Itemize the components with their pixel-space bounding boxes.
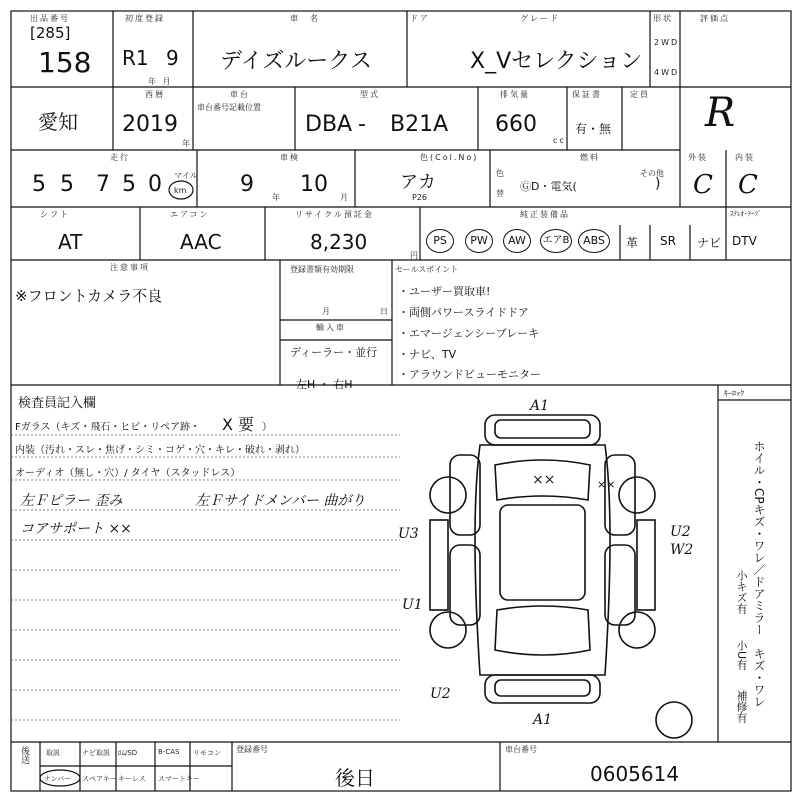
label-capacity: 定員 xyxy=(630,90,650,99)
side-text-3: 小U有 xyxy=(735,640,748,671)
model-dash: - xyxy=(358,112,366,137)
label-mileage: 走行 xyxy=(110,153,130,162)
label-car-name: 車 名 xyxy=(290,14,320,23)
shape-2wd: 2WD xyxy=(654,38,680,47)
inspector-glass-close: ） xyxy=(262,422,272,433)
label-model: 型式 xyxy=(360,90,380,99)
label-shape: 形状 xyxy=(653,14,673,23)
side-text-4: 補修有 xyxy=(735,690,748,723)
label-notes: 注意事項 xyxy=(110,263,150,272)
label-score: 評価点 xyxy=(700,14,730,23)
mileage-d3: 5 xyxy=(122,172,136,197)
side-text-2: 小キズ有 xyxy=(735,570,748,614)
inspector-hand-1: 左Ｆピラー 歪み xyxy=(20,493,123,509)
label-exterior: 外装 xyxy=(688,153,708,162)
mark-bottom: A1 xyxy=(533,712,553,728)
label-nen: 年 xyxy=(182,139,192,148)
equip-dtv: DTV xyxy=(732,234,757,248)
model-prefix: DBA xyxy=(305,112,353,137)
label-equipment: 純正装備品 xyxy=(520,210,570,219)
label-import: 輸入車 xyxy=(316,323,346,332)
year-value: 2019 xyxy=(122,112,178,137)
reg-month: 月 xyxy=(322,307,330,316)
reg-value: 後日 xyxy=(335,766,375,790)
label-interior: 内装 xyxy=(735,153,755,162)
car-diagram xyxy=(430,415,692,738)
footer-item-7: スペアキー xyxy=(82,775,117,783)
label-grade: グレード xyxy=(520,14,560,23)
footer-item-8: キーレス xyxy=(118,775,146,783)
mark-bottom-left: U2 xyxy=(430,686,451,702)
equip-navi: ナビ xyxy=(697,236,722,250)
footer-item-2: ナビ取説 xyxy=(82,749,110,757)
mileage-d4: 0 xyxy=(148,172,162,197)
footer-item-3: ﾛﾑ/SD xyxy=(118,749,138,757)
label-warranty: 保証書 xyxy=(572,90,602,99)
mileage-d0: 5 xyxy=(32,172,60,197)
sales-point-4: ・ナビ、TV xyxy=(398,348,457,361)
sales-point-5: ・アラウンドビューモニター xyxy=(398,368,541,381)
fuel-other: その他 xyxy=(640,169,664,178)
displacement-value: 660 xyxy=(495,112,537,137)
fuel-close: ) xyxy=(655,176,661,192)
label-nengatsu: 年 月 xyxy=(148,77,173,86)
car-name: デイズルークス xyxy=(220,49,373,74)
lot-number: 158 xyxy=(38,46,92,79)
shift-value: AT xyxy=(58,230,83,254)
first-reg-era: R1 xyxy=(122,46,149,70)
mark-roof: ×× xyxy=(532,472,556,488)
color-value: アカ xyxy=(400,172,436,193)
mark-top: A1 xyxy=(530,398,550,414)
label-first-reg: 初度登録 xyxy=(125,14,165,23)
inspector-interior: 内装（汚れ・スレ・焦げ・シミ・コゲ・穴・キレ・破れ・剥れ） xyxy=(15,445,305,456)
footer-item-6: ナンバー xyxy=(44,775,72,783)
import-dealer: ディーラー・並行 xyxy=(290,346,378,359)
inspector-hand-2: 左Ｆサイドメンバー 曲がり xyxy=(195,493,366,509)
reg-day: 日 xyxy=(380,307,388,316)
label-nen-2: 年 xyxy=(272,193,280,202)
label-aircon: エアコン xyxy=(170,210,210,219)
aircon-value: AAC xyxy=(180,230,222,254)
sales-point-3: ・エマージェンシーブレーキ xyxy=(398,327,540,340)
inspection-month: 9 xyxy=(240,172,254,197)
label-gatsu: 月 xyxy=(340,193,348,202)
label-shift: シフト xyxy=(40,210,70,219)
label-recycle: リサイクル預託金 xyxy=(295,210,374,219)
color-code: P26 xyxy=(412,193,428,202)
inspector-glass: Fガラス（キズ・飛石・ヒビ・リペア跡・ xyxy=(15,422,201,433)
interior-value: C xyxy=(738,170,758,200)
color-change: 替 xyxy=(496,189,506,198)
label-fuel: 燃料 xyxy=(580,153,600,162)
notes-text: ※フロントカメラ不良 xyxy=(15,287,163,305)
mark-right-mid2: W2 xyxy=(670,542,694,558)
sales-point-2: ・両側パワースライドドア xyxy=(398,306,529,319)
label-yen: 円 xyxy=(410,251,418,260)
score-value: R xyxy=(705,90,736,136)
region-value: 愛知 xyxy=(38,110,78,134)
label-km: km xyxy=(174,186,187,195)
inspector-glass-mark: X 要 xyxy=(222,415,255,434)
label-stereo: ｽﾃﾚｵ･ﾃｰﾌﾟ xyxy=(730,210,762,218)
label-inspection: 車検 xyxy=(280,153,300,162)
chassis-value: 0605614 xyxy=(590,762,680,786)
mark-right-mid1: U2 xyxy=(670,524,691,540)
label-mile: マイル xyxy=(174,171,198,180)
label-lot: 出品番号 xyxy=(30,14,70,23)
label-cc: cc xyxy=(553,136,566,145)
inspector-audio: オーディオ（無し・穴）/ タイヤ（スタッドレス） xyxy=(15,468,241,479)
label-vin: 車台 xyxy=(230,90,250,99)
shape-4wd: 4WD xyxy=(654,68,680,77)
mark-left-mid: U3 xyxy=(398,526,419,542)
mileage-d1: 5 xyxy=(60,172,74,197)
label-keyless: ｷｰﾛｯｸ xyxy=(724,389,744,398)
sales-point-1: ・ユーザー買取車! xyxy=(398,285,491,298)
lot-sub: [285] xyxy=(30,24,71,42)
label-after-sale: 後送 xyxy=(19,746,29,764)
import-handle: 左H ・ 右H xyxy=(296,378,353,391)
mark-right-top: ×× xyxy=(597,478,616,491)
warranty-value: 有・無 xyxy=(575,122,612,136)
label-reg-no: 登録番号 xyxy=(236,745,268,754)
footer-item-4: B-CAS xyxy=(158,748,180,756)
equip-ps: PS xyxy=(426,229,454,253)
label-reg-expiry: 登録書類有効期限 xyxy=(290,265,354,274)
mileage-d2: 7 xyxy=(96,172,110,197)
label-sales: セールスポイント xyxy=(395,265,459,274)
footer-item-1: 取説 xyxy=(46,749,60,757)
inspector-hand-3: コアサポート ×× xyxy=(20,521,132,537)
equip-abs: ABS xyxy=(578,229,610,253)
label-color: 色(Col.No) xyxy=(420,153,479,162)
exterior-value: C xyxy=(693,170,713,200)
label-door: ドア xyxy=(410,14,430,23)
equip-aw: AW xyxy=(503,229,531,253)
first-reg-month: 9 xyxy=(166,46,179,70)
equip-pw: PW xyxy=(465,229,493,253)
label-vin-note: 車台番号記載位置 xyxy=(197,103,261,112)
model-code: B21A xyxy=(390,112,449,137)
recycle-value: 8,230 xyxy=(310,230,368,254)
color-mark: 色 xyxy=(496,169,506,178)
inspection-day: 10 xyxy=(300,172,328,197)
fuel-value: ⒼD・電気( xyxy=(520,180,577,193)
equip-sr: SR xyxy=(660,234,676,248)
equip-leather: 革 xyxy=(626,236,639,250)
side-text-1: ホイル・CPキズ・ワレ／ドアミラー キズ・ワレ xyxy=(752,440,766,708)
label-displacement: 排気量 xyxy=(500,90,530,99)
footer-item-9: スマートキー xyxy=(158,775,200,783)
label-year: 西暦 xyxy=(145,90,165,99)
label-inspector: 検査員記入欄 xyxy=(18,396,97,411)
footer-item-5: リモコン xyxy=(193,749,221,757)
grade-value: X_Vセレクション xyxy=(470,49,643,74)
label-chassis-no: 車台番号 xyxy=(505,745,537,754)
equip-airbag: エアB xyxy=(540,229,572,253)
mark-left-lower: U1 xyxy=(402,597,423,613)
